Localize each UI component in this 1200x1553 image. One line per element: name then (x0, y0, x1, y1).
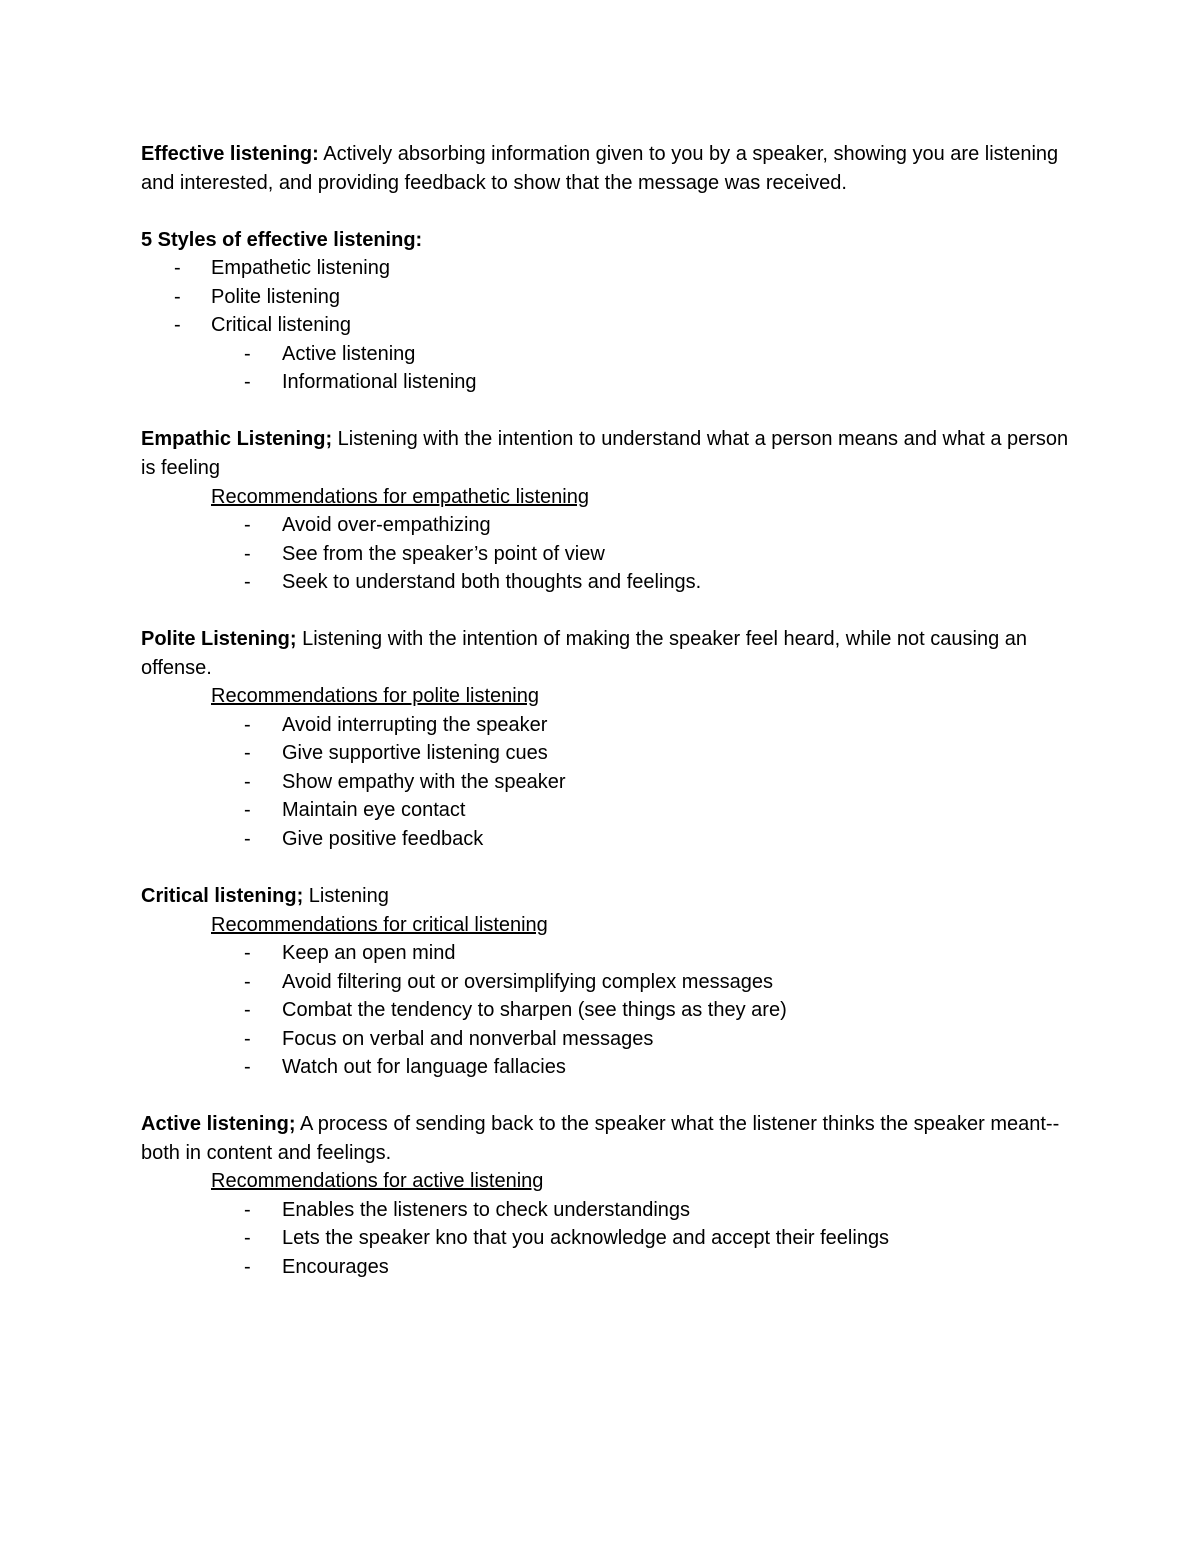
list-item: - Avoid filtering out or oversimplifying complex messages (141, 968, 1071, 997)
critical-paragraph (141, 882, 1071, 911)
intro-paragraph (141, 140, 1071, 197)
intro-term: Effective listening: (141, 143, 319, 165)
list-item: - Combat the tendency to sharpen (see things as they are) (141, 996, 1071, 1025)
empathic-rec-heading: Recommendations for empathetic listening (211, 485, 589, 508)
list-item: - Seek to understand both thoughts and feelings. (141, 568, 1071, 597)
list-item: - Give positive feedback (141, 825, 1071, 854)
empathic-definition: Listening with the intention to understand what a person means and what a person is feeling (141, 428, 1069, 480)
list-item: - Empathetic listening (141, 254, 1071, 283)
list-item: - Give supportive listening cues (141, 739, 1071, 768)
list-item: - See from the speaker’s point of view (141, 540, 1071, 569)
list-item: - Avoid over-empathizing (141, 511, 1071, 540)
list-item: - Critical listening (141, 311, 1071, 340)
polite-term: Polite Listening; (141, 628, 297, 651)
list-item: - Enables the listeners to check understandings (141, 1196, 1071, 1225)
active-paragraph (141, 1110, 1071, 1167)
intro-definition: Actively absorbing information given to you by a speaker, showing you are listening and interested, and providing feedback to show that the message was received. (141, 143, 1059, 194)
empathic-term: Empathic Listening; (141, 428, 333, 451)
active-rec-heading: Recommendations for active listening (211, 1170, 544, 1193)
list-item: - Encourages (141, 1253, 1071, 1282)
active-definition: A process of sending back to the speaker what the listener thinks the speaker meant-- both in content and feelings. (141, 1113, 1060, 1164)
polite-definition: Listening with the intention of making the speaker feel heard, while not causing an offense. (141, 628, 1028, 679)
empathic-list (141, 511, 1071, 597)
active-list (141, 1196, 1071, 1282)
list-item: - Focus on verbal and nonverbal messages (141, 1025, 1071, 1054)
polite-paragraph (141, 625, 1071, 682)
list-item: - Show empathy with the speaker (141, 768, 1071, 797)
list-item: - Avoid interrupting the speaker (141, 711, 1071, 740)
critical-term: Critical listening; (141, 885, 304, 908)
list-item: - Polite listening (141, 283, 1071, 312)
active-term: Active listening; (141, 1113, 296, 1136)
critical-definition: Listening (303, 885, 389, 908)
critical-list (141, 939, 1071, 1082)
list-item: - Active listening (141, 340, 1071, 369)
list-item: - Keep an open mind (141, 939, 1071, 968)
polite-rec-heading: Recommendations for polite listening (211, 685, 539, 708)
styles-heading: 5 Styles of effective listening: (141, 228, 423, 251)
styles-list (141, 254, 1071, 397)
document-page (141, 140, 1071, 1281)
list-item: - Maintain eye contact (141, 796, 1071, 825)
list-item: - Lets the speaker kno that you acknowledge and accept their feelings (141, 1224, 1071, 1253)
critical-rec-heading: Recommendations for critical listening (211, 913, 548, 936)
list-item: - Informational listening (141, 368, 1071, 397)
list-item: - Watch out for language fallacies (141, 1053, 1071, 1082)
polite-list (141, 711, 1071, 854)
empathic-paragraph (141, 425, 1071, 482)
